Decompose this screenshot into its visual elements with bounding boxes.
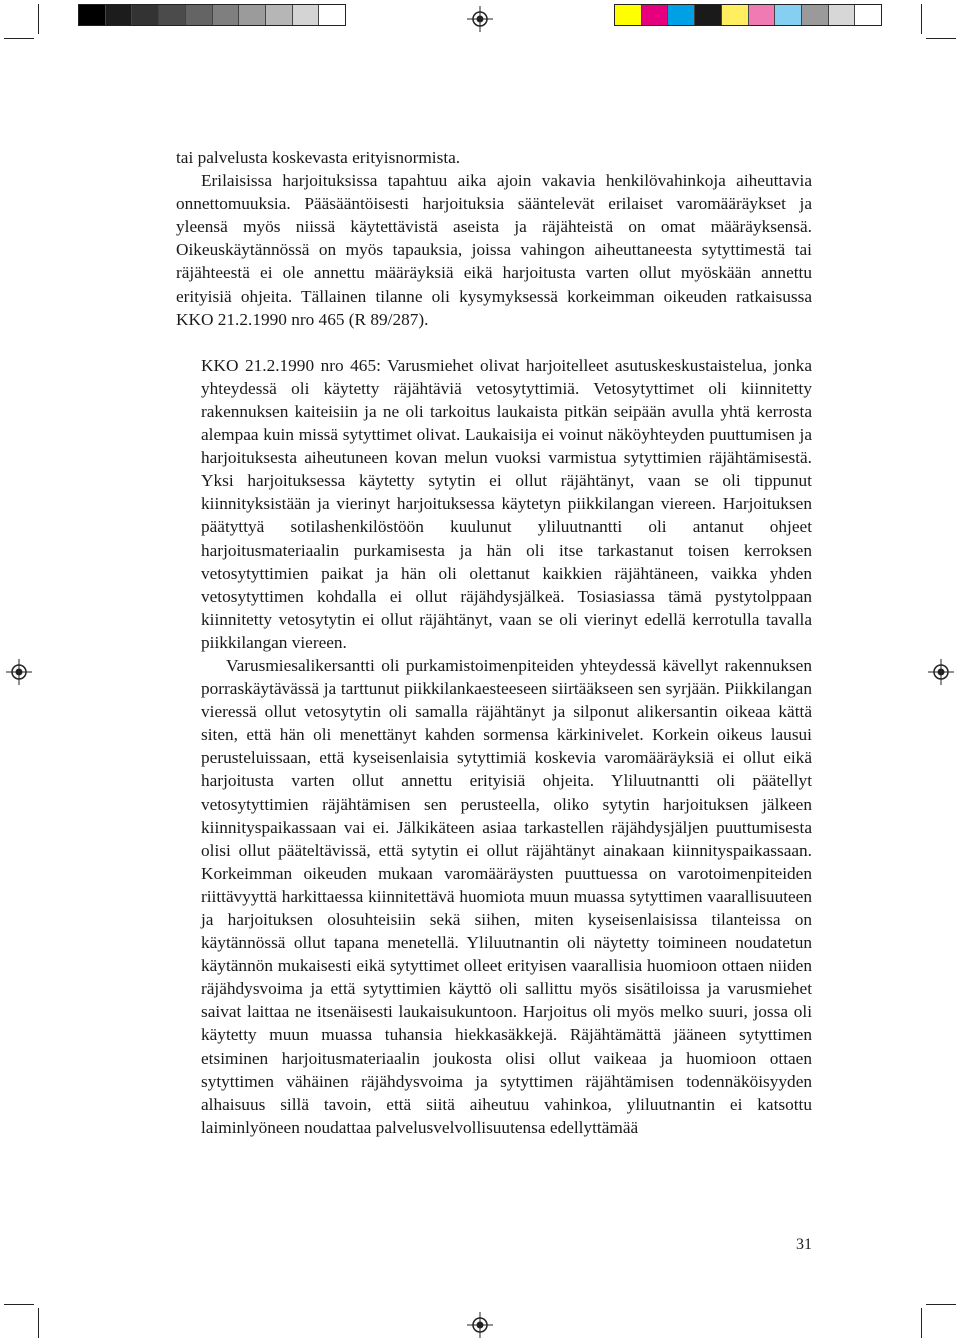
registration-mark-icon — [6, 659, 32, 685]
color-swatch — [615, 5, 642, 25]
crop-mark — [4, 1304, 34, 1305]
color-swatch — [749, 5, 776, 25]
color-swatch — [293, 5, 320, 25]
crop-mark — [38, 4, 39, 34]
registration-mark-icon — [928, 659, 954, 685]
color-swatch — [722, 5, 749, 25]
paragraph: Erilaisissa harjoituksissa tapahtuu aika ajoin vakavia henkilövahinkoja aiheuttavia onnettomuuksia. Pääsääntöisesti harjoituksia sääntelevät erilaiset varomääräykset ja yleensä myös niissä käytettävistä aseista ja räjähteistä on omat määräyksensä. Oikeuskäytännössä on myös tapauksia, joissa vahingon aiheuttaneesta sytyttimestä tai räjähteestä ei ole annettu määräyksiä eikä harjoitusta varten ollut myöskään annettu erityisiä ohjeita. Tällainen tilanne oli kysymyksessä korkeimman oikeuden ratkaisussa KKO 21.2.1990 nro 465 (R 89/287). — [176, 171, 812, 329]
crop-mark — [926, 1304, 956, 1305]
color-swatch — [668, 5, 695, 25]
color-swatch — [642, 5, 669, 25]
color-swatch — [79, 5, 106, 25]
case-paragraph: Varusmiesalikersantti oli purkamistoimenpiteiden yhteydessä kävellyt rakennuksen porraskäytävässä ja tarttunut piikkilankaesteeseen siirtääkseen sen syrjään. Piikkilangan vieressä ollut vetosytytin oli samalla räjähtänyt ja silponut alikersantin oikeaa kättä siten, että hän oli menettänyt kahden sormensa kärkinivelet. Korkein oikeus lausui perusteluissaan, että kyseisenlaisia sytyttimiä koskevia varomääräyksiä ei ollut eikä harjoitusta varten ollut annettu erityisiä ohjeita. Yliluutnantti oli päätellyt vetosytyttimien räjähtämisen sen perusteella, oliko sytytin harjoituksen jälkeen kiinnityspaikassaan vai ei. Jälkikäteen asiaa tarkastellen räjähdysjäljen puuttumisesta olisi ollut pääteltävissä, että sytytin ei ollut räjähtänyt ainakaan kiinnityspaikassaan. Korkeimman oikeuden mukaan varomääräysten puuttuessa on varotoimenpiteiden riittävyyttä harkittaessa kiinnitettävä huomiota muun muassa sytyttimen vaarallisuuteen ja harjoituksen olosuhteisiin sekä siihen, miten kyseisenlaisissa tilanteissa on käytännössä ollut tapana menetellä. Yliluutnantin oli näytetty toimineen noudatetun käytännön mukaisesti eikä sytyttimet olleet erityisen vaarallisia huomioon ottaen niiden räjähdysvoima ja että sytyttimien käyttö oli sallittu myös sisätiloissa ja varusmiehet saivat laittaa ne itsenäisesti laukaisukuntoon. Harjoitus oli myös melko suuri, jossa oli käytetty muun muassa tuhansia hiekkasäkkejä. Räjähtämättä jääneen sytyttimen etsiminen harjoitusmateriaalin joukosta olisi ollut vaikeaa ja huomioon ottaen sytyttimen vähäinen räjähdysvoima ja sytyttimen räjähtämisen todennäköisyyden alhaisuus sillä tavoin, että siitä aiheutuu vahinkoa, yliluutnantin ei katsottu laiminlyöneen noudattaa palvelusvelvollisuutensa edellyttämää — [201, 655, 812, 1137]
color-swatch — [266, 5, 293, 25]
registration-mark-icon — [467, 6, 493, 32]
color-swatch — [132, 5, 159, 25]
crop-mark — [921, 4, 922, 34]
crop-mark — [926, 38, 956, 39]
page-number: 31 — [796, 1236, 812, 1253]
color-swatch — [106, 5, 133, 25]
color-swatch — [186, 5, 213, 25]
color-swatch — [239, 5, 266, 25]
color-swatch — [213, 5, 240, 25]
crop-mark — [4, 38, 34, 39]
color-swatch — [695, 5, 722, 25]
case-paragraph: KKO 21.2.1990 nro 465: Varusmiehet olivat harjoitelleet asutuskeskustaistelua, jonka yhteydessä oli käytetty räjähtäviä vetosytyttimiä. Vetosytyttimet oli kiinnitetty rakennuksen kaiteisiin ja ne oli tarkoitus laukaista pitkän seipään avulla yhtä kerrosta alempaa kuin missä sytyttimet olivat. Laukaisija ei voinut näköyhteyden puuttumisen ja harjoituksesta aiheutuneen kovan melun vuoksi varmistua sytyttimien räjähtämisestä. Yksi harjoituksessa käytetty sytytin ei ollut räjähtänyt, vaan se oli tippunut kiinnityksistään ja vierinyt harjoituksessa käytetyn piikkilangan viereen. Harjoituksen päätyttyä sotilashenkilöstöön kuulunut yliluutnantti oli antanut ohjeet harjoitusmateriaalin purkamisesta ja hän oli itse tarkastanut toisen kerroksen vetosytyttimien paikat ja hän oli olettanut kaikkien räjähtäneen, vaikka yhden vetosytyttimen kohdalla ei ollut räjähdysjälkeä. Tosiasiassa tämä pystytolppaan kiinnitetty vetosytytin ei ollut räjähtänyt, vaan se oli vierinyt edellä kerrotulla tavalla piikkilangan viereen. — [201, 355, 812, 652]
body-text — [176, 146, 812, 1139]
crop-mark — [38, 1308, 39, 1338]
crop-mark — [921, 1308, 922, 1338]
grayscale-color-bar — [78, 4, 346, 26]
color-swatch — [159, 5, 186, 25]
color-swatch — [802, 5, 829, 25]
color-swatch — [829, 5, 856, 25]
color-swatch — [855, 5, 881, 25]
color-swatch — [319, 5, 345, 25]
registration-mark-icon — [467, 1312, 493, 1338]
color-swatch — [775, 5, 802, 25]
process-color-bar — [614, 4, 882, 26]
paragraph: tai palvelusta koskevasta erityisnormista. — [176, 148, 461, 167]
case-summary — [201, 354, 812, 1139]
